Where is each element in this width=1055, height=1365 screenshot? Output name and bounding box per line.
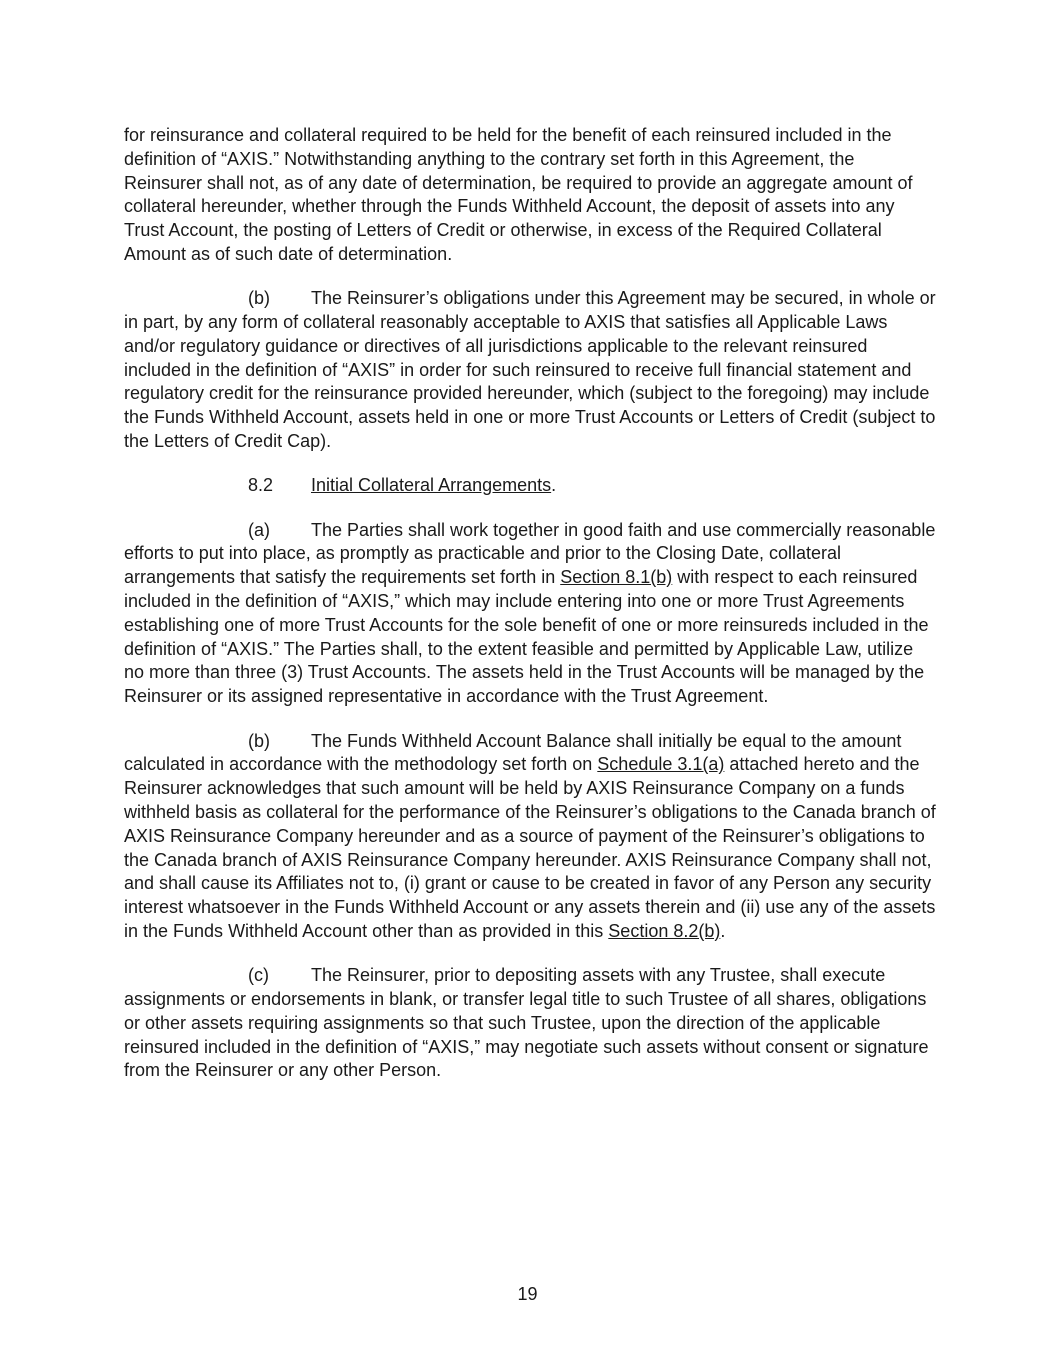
section-title-trail: . bbox=[551, 475, 557, 496]
paragraph-8-2-c bbox=[124, 964, 936, 1083]
paragraph-text: with respect to each reinsured included in the definition of “AXIS,” which may include entering into one or more Trust Agreements establishing one of more Trust Accounts for the sole benefit of one or more reinsureds included in the definition of “AXIS.” The Parties shall, to the extent feasible and permitted by Applicable Law, utilize no more than three (3) Trust Accounts. The assets held in the Trust Accounts will be managed by the Reinsurer or its assigned representative in accordance with the Trust Agreement. bbox=[124, 567, 929, 707]
paragraph-text: . bbox=[720, 920, 726, 941]
cross-reference: Schedule 3.1(a) bbox=[597, 754, 725, 775]
section-heading-8-2 bbox=[124, 474, 936, 498]
section-number: 8.2 bbox=[248, 475, 274, 496]
paragraph-8-1-b bbox=[124, 287, 936, 454]
paragraph-continuation bbox=[124, 124, 936, 267]
paragraph-text: The Parties shall work together in good faith and use commercially reasonable efforts to put into place, as promptly as practicable and prior to the Closing Date, collateral arrangements that satisfy the requirements set forth in bbox=[124, 519, 936, 588]
paragraph-8-2-b bbox=[124, 730, 936, 944]
paragraph-text: for reinsurance and collateral required to be held for the benefit of each reinsured included in the definition of “AXIS.” Notwithstanding anything to the contrary set forth in this Agreement, the Reinsurer shall not, as of any date of determination, be required to provide an aggregate amount of collateral hereunder, whether through the Funds Withheld Account, the deposit of assets into any Trust Account, the posting of Letters of Credit or otherwise, in excess of the Required Collateral Amount as of such date of determination. bbox=[124, 125, 913, 264]
cross-reference: Section 8.1(b) bbox=[560, 567, 673, 588]
document-body bbox=[124, 124, 936, 1104]
paragraph-text: The Reinsurer’s obligations under this Agreement may be secured, in whole or in part, by any form of collateral reasonably acceptable to AXIS that satisfies all Applicable Laws and/or regulatory guidance or directives of all jurisdictions applicable to the relevant reinsured included in the definition of “AXIS” in order for such reinsured to receive full financial statement and regulatory credit for the reinsurance provided hereunder, which (subject to the foregoing) may include the Funds Withheld Account, assets held in one or more Trust Accounts or Letters of Credit (subject to the Letters of Credit Cap). bbox=[124, 288, 936, 452]
paragraph-text: attached hereto and the Reinsurer acknowledges that such amount will be held by AXIS Reinsurance Company on a funds withheld basis as collateral for the performance of the Reinsurer’s obligations to the Canada branch of AXIS Reinsurance Company hereunder and as a source of payment of the Reinsurer’s obligations to the Canada branch of AXIS Reinsurance Company hereunder. AXIS Reinsurance Company shall not, and shall cause its Affiliates not to, (i) grant or cause to be created in favor of any Person any security interest whatsoever in the Funds Withheld Account or any assets therein and (ii) use any of the assets in the Funds Withheld Account other than as provided in this bbox=[124, 754, 936, 941]
cross-reference: Section 8.2(b) bbox=[608, 920, 721, 941]
clause-marker: (b) bbox=[248, 288, 270, 309]
section-title: Initial Collateral Arrangements bbox=[311, 475, 552, 496]
paragraph-text: The Funds Withheld Account Balance shall initially be equal to the amount calculated in accordance with the methodology set forth on bbox=[124, 730, 902, 775]
clause-marker: (a) bbox=[248, 519, 270, 540]
page-number: 19 bbox=[517, 1284, 538, 1304]
clause-marker: (b) bbox=[248, 730, 270, 751]
paragraph-8-2-a bbox=[124, 519, 936, 709]
clause-marker: (c) bbox=[248, 965, 269, 986]
paragraph-text: The Reinsurer, prior to depositing assets with any Trustee, shall execute assignments or endorsements in blank, or transfer legal title to such Trustee of all shares, obligations or other assets requiring assignments so that such Trustee, upon the direction of the applicable reinsured included in the definition of “AXIS,” may negotiate such assets without consent or signature from the Reinsurer or any other Person. bbox=[124, 965, 929, 1081]
